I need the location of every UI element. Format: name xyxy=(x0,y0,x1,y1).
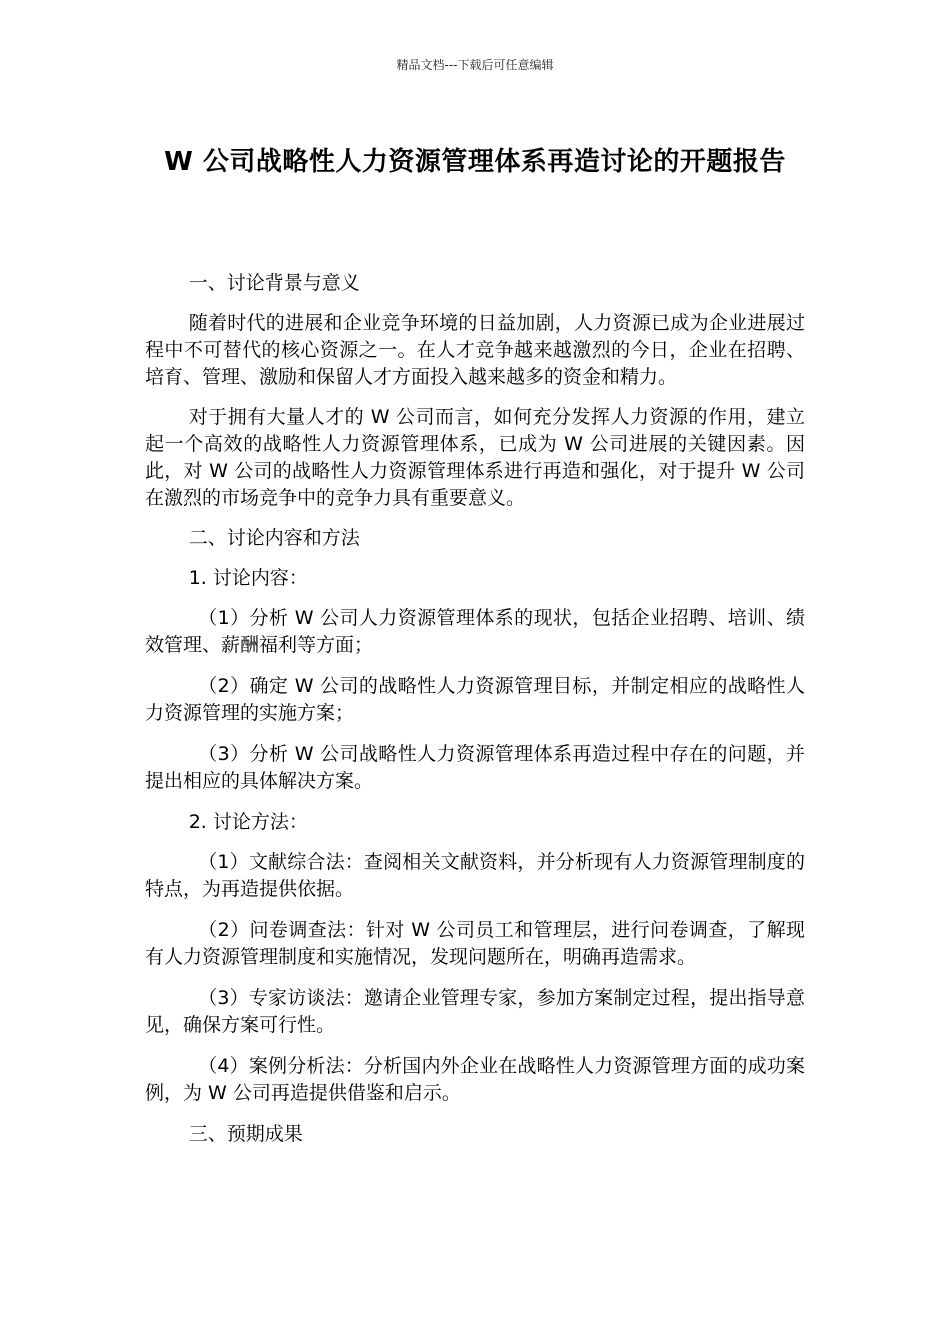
list-item-method-4: （4）案例分析法：分析国内外企业在战略性人力资源管理方面的成功案例，为 W 公司再造提供借鉴和启示。 xyxy=(145,1055,805,1104)
section-heading-content-method: 二、讨论内容和方法 xyxy=(188,527,360,549)
list-item-method-3: （3）专家访谈法：邀请企业管理专家，参加方案制定过程，提出指导意见，确保方案可行性。 xyxy=(145,987,805,1036)
paragraph-background-2: 对于拥有大量人才的 W 公司而言，如何充分发挥人力资源的作用，建立起一个高效的战略性人力资源管理体系，已成为 W 公司进展的关键因素。因此，对 W 公司的战略性人力资源管理体系进行再造和强化，对于提升 W 公司在激烈的市场竞争中的竞争力具有重要意义。 xyxy=(145,406,805,509)
document-title: W 公司战略性人力资源管理体系再造讨论的开题报告 xyxy=(164,147,786,177)
subheading-method: 2. 讨论方法： xyxy=(188,811,308,833)
list-item-method-2: （2）问卷调查法：针对 W 公司员工和管理层，进行问卷调查，了解现有人力资源管理制度和实施情况，发现问题所在，明确再造需求。 xyxy=(145,919,805,968)
list-item-content-2: （2）确定 W 公司的战略性人力资源管理目标，并制定相应的战略性人力资源管理的实施方案； xyxy=(145,675,805,724)
paragraph-background-1: 随着时代的进展和企业竞争环境的日益加剧，人力资源已成为企业进展过程中不可替代的核心资源之一。在人才竞争越来越激烈的今日，企业在招聘、培育、管理、激励和保留人才方面投入越来越多的资金和精力。 xyxy=(145,312,805,388)
section-heading-expected-results: 三、预期成果 xyxy=(188,1123,303,1145)
list-item-content-1: （1）分析 W 公司人力资源管理体系的现状，包括企业招聘、培训、绩效管理、薪酬福利等方面； xyxy=(145,607,805,656)
list-item-method-1: （1）文献综合法：查阅相关文献资料，并分析现有人力资源管理制度的特点，为再造提供依据。 xyxy=(145,851,805,900)
subheading-content: 1. 讨论内容： xyxy=(188,567,308,589)
header-note: 精品文档---下载后可任意编辑 xyxy=(396,58,554,72)
document-body xyxy=(145,270,805,1161)
section-heading-background: 一、讨论背景与意义 xyxy=(188,272,360,294)
list-item-content-3: （3）分析 W 公司战略性人力资源管理体系再造过程中存在的问题，并提出相应的具体解决方案。 xyxy=(145,743,805,792)
